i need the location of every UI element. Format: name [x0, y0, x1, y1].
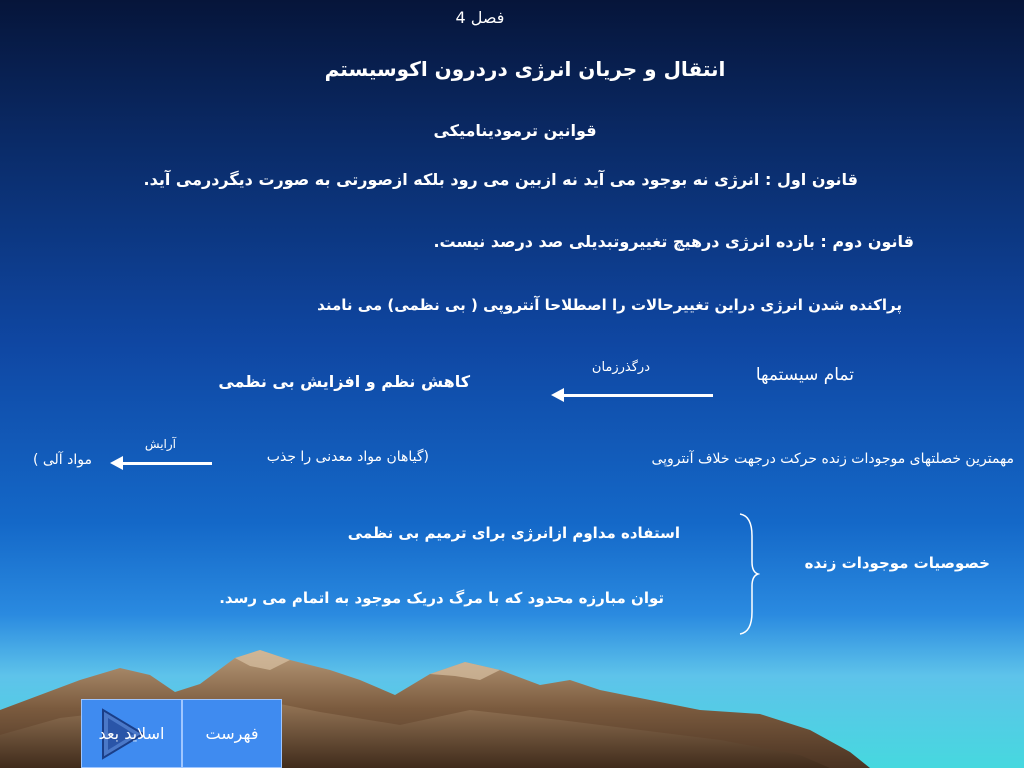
navigation-bar	[81, 699, 286, 768]
next-slide-button[interactable]	[81, 699, 182, 768]
curly-brace-icon	[736, 512, 760, 636]
left-arrow-icon	[563, 394, 713, 397]
index-button[interactable]	[182, 699, 282, 768]
over-time-label: درگذرزمان	[591, 360, 650, 375]
second-law: قانون دوم : بازده انرژی درهیچ تغییروتبدیلی صد درصد نیست.	[433, 232, 914, 251]
index-label: فهرست	[205, 724, 259, 743]
next-slide-label: اسلاید بعد	[98, 724, 165, 743]
entropy-statement: پراکنده شدن انرژی دراین تغییرحالات را اصطلاحا آنتروپی ( بی نظمی) می نامند	[317, 296, 902, 314]
plants-absorb: (گیاهان مواد معدنی را جذب	[266, 449, 429, 465]
subtitle: قوانین ترمودینامیکی	[433, 121, 597, 140]
trait-one: استفاده مداوم ازانرژی برای ترمیم بی نظمی	[347, 524, 680, 542]
all-systems-label: تمام سیستمها	[755, 365, 854, 385]
organic-matter: مواد آلی )	[32, 452, 92, 468]
trait-two: توان مبارزه محدود که با مرگ دریک موجود به اتمام می رسد.	[219, 589, 664, 607]
chapter-label: فصل 4	[455, 8, 505, 27]
slide-title: انتقال و جریان انرژی دردرون اکوسیستم	[324, 57, 726, 81]
important-trait: مهمترین خصلتهای موجودات زنده حرکت درجهت خلاف آنتروپی	[651, 451, 1014, 467]
order-decrease-label: کاهش نظم و افزایش بی نظمی	[218, 372, 470, 391]
first-law: قانون اول : انرژی نه بوجود می آید نه ازبین می رود بلکه ازصورتی به صورت دیگردرمی آید.	[143, 170, 858, 189]
living-traits-heading: خصوصیات موجودات زنده	[804, 554, 990, 572]
arrangement-label: آرایش	[144, 437, 176, 451]
left-arrow-icon	[122, 462, 212, 465]
